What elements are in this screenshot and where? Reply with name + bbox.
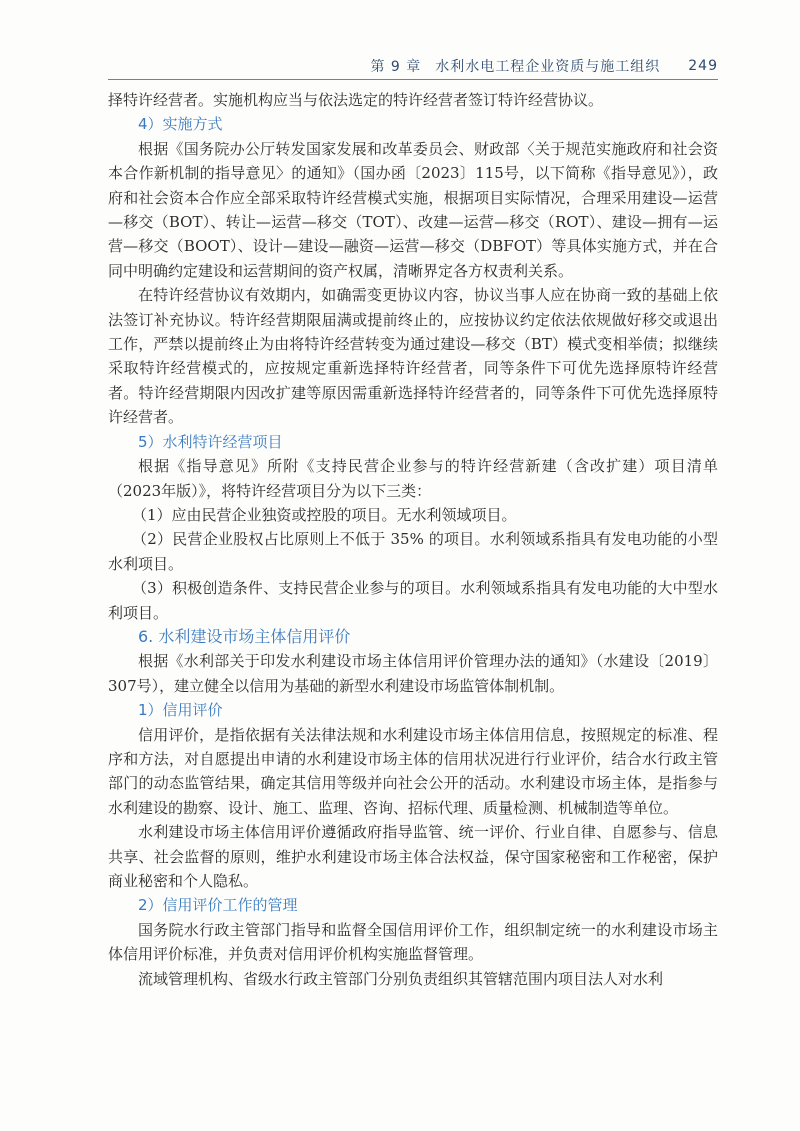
paragraph-credit-definition: 信用评价，是指依据有关法律法规和水利建设市场主体信用信息，按照规定的标准、程序和方法，对自愿提出申请的水利建设市场主体的信用状况进行行业评价，结合水行政主管部门的动态监管结果，确定其信用等级并向社会公开的活动。水利建设市场主体，是指参与水利建设的勘察、设计、施工、监理、咨询、招标代理、质量检测、机械制造等单位。 [108, 725, 718, 817]
page-number: 249 [688, 58, 718, 74]
page-body [108, 88, 718, 991]
chapter-title: 水利水电工程企业资质与施工组织 [435, 59, 661, 75]
paragraph-continuation: 择特许经营者。实施机构应当与依法选定的特许经营者签订特许经营协议。 [108, 91, 604, 109]
chapter-label: 第 9 章 [370, 59, 422, 75]
subheading-implementation-method: 4）实施方式 [138, 115, 223, 134]
paragraph-credit-principles: 水利建设市场主体信用评价遵循政府指导监管、统一评价、行业自律、自愿参与、信息共享、社会监督的原则，维护水利建设市场主体合法权益，保守国家秘密和工作秘密，保护商业秘密和个人隐私。 [108, 823, 718, 890]
paragraph-management-1: 国务院水行政主管部门指导和监督全国信用评价工作，组织制定统一的水利建设市场主体信用评价标准，并负责对信用评价机构实施监督管理。 [108, 920, 718, 964]
header-divider [108, 79, 718, 80]
subheading-water-concession-projects: 5）水利特许经营项目 [138, 432, 283, 451]
subheading-credit-evaluation: 1）信用评价 [138, 701, 223, 720]
list-item-category-3: （3）积极创造条件、支持民营企业参与的项目。水利领域系指具有发电功能的大中型水利项目。 [108, 579, 718, 622]
subheading-credit-management: 2）信用评价工作的管理 [138, 896, 298, 915]
paragraph-implementation-1: 根据《国务院办公厅转发国家发展和改革委员会、财政部〈关于规范实施政府和社会资本合作新机制的指导意见〉的通知》（国办函〔2023〕115号，以下简称《指导意见》），政府和社会资本合作应全部采取特许经营模式实施，根据项目实际情况，合理采用建设—运营—移交（BOT）、转让—运营—移交（TOT）、改建—运营—移交（ROT）、建设—拥有—运营—移交（BOOT）、设计—建设—融资—运营—移交（DBFOT）等具体实施方式，并在合同中明确约定建设和运营期间的资产权属，清晰界定各方权责利关系。 [108, 139, 718, 280]
paragraph-management-2: 流域管理机构、省级水行政主管部门分别负责组织其管辖范围内项目法人对水利 [138, 969, 664, 988]
paragraph-project-categories: 根据《指导意见》所附《支持民营企业参与的特许经营新建（含改扩建）项目清单（2023年版）》，将特许经营项目分为以下三类： [108, 457, 718, 500]
paragraph-implementation-2: 在特许经营协议有效期内，如确需变更协议内容，协议当事人应在协商一致的基础上依法签订补充协议。特许经营期限届满或提前终止的，应按协议约定依法依规做好移交或退出工作，严禁以提前终止为由将特许经营转变为通过建设—移交（BT）模式变相举债；拟继续采取特许经营模式的，应按规定重新选择特许经营者，同等条件下可优先选择原特许经营者。特许经营期限内因改扩建等原因需重新选择特许经营者的，同等条件下可优先选择原特许经营者。 [108, 286, 718, 427]
list-item-category-1: （1）应由民营企业独资或控股的项目。无水利领域项目。 [132, 505, 517, 524]
list-item-category-2: （2）民营企业股权占比原则上不低于 35% 的项目。水利领域系指具有发电功能的小型水利项目。 [108, 530, 718, 573]
section-heading-credit-evaluation: 6. 水利建设市场主体信用评价 [138, 626, 351, 646]
running-header [108, 53, 718, 79]
paragraph-credit-notice: 根据《水利部关于印发水利建设市场主体信用评价管理办法的通知》（水建设〔2019〕307号），建立健全以信用为基础的新型水利建设市场监管体制机制。 [108, 652, 718, 695]
